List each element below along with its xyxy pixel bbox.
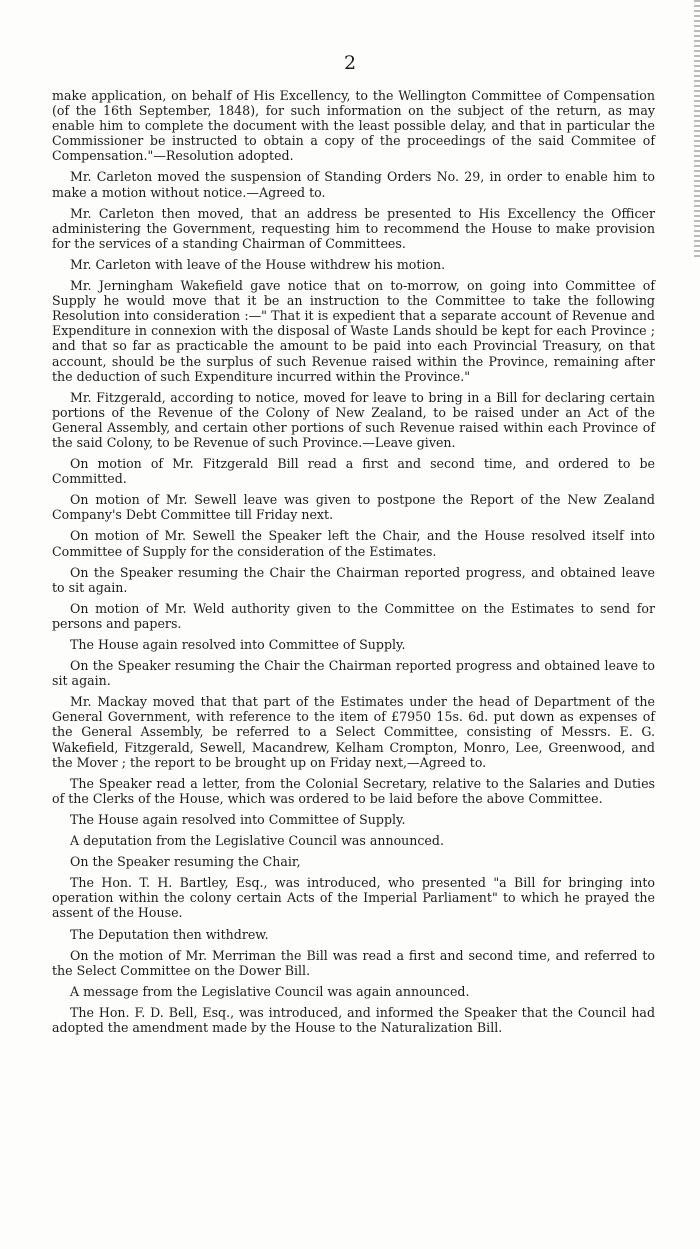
paragraph: On motion of Mr. Sewell the Speaker left the Chair, and the House resolved itself into Committee of Supply for the consideration of the Estimates. — [52, 528, 655, 559]
paragraph: The House again resolved into Committee of Supply. — [70, 637, 406, 652]
scan-edge-artifact — [694, 0, 700, 260]
paragraph: Mr. Mackay moved that that part of the Estimates under the head of Department of the General Government, with reference to the item of £7950 15s. 6d. put down as expenses of the General Assembly, be referred to a Select Committee, consisting of Messrs. E. G. Wakefield, Fitzgerald, Sewell, Macandrew, Kelham Crompton, Monro, Lee, Greenwood, and the Mover ; the report to be brought up on Friday next,—Agreed to. — [52, 694, 655, 770]
paragraph: On motion of Mr. Fitzgerald Bill read a first and second time, and ordered to be Committed. — [52, 456, 655, 487]
body-text — [52, 88, 655, 1041]
paragraph: Mr. Fitzgerald, according to notice, moved for leave to bring in a Bill for declaring certain portions of the Revenue of the Colony of New Zealand, to be raised under an Act of the General Assembly, and certain other portions of such Revenue raised within each Province of the said Colony, to be Revenue of such Province.—Leave given. — [52, 389, 655, 450]
paragraph: Mr. Carleton moved the suspension of Standing Orders No. 29, in order to enable him to make a motion without notice.—Agreed to. — [52, 169, 655, 200]
paragraph: The House again resolved into Committee of Supply. — [70, 811, 406, 827]
paragraph: On the Speaker resuming the Chair the Chairman reported progress, and obtained leave to sit again. — [52, 564, 655, 595]
paragraph: The Hon. T. H. Bartley, Esq., was introduced, who presented "a Bill for bringing into operation within the colony certain Acts of the Imperial Parliament" to which he prayed the assent of the House. — [52, 875, 655, 921]
paragraph: make application, on behalf of His Excellency, to the Wellington Committee of Compensation (of the 16th September, 1848), for such information on the subject of the return, as may enable him to complete the document with the least possible delay, and that in particular the Commissioner be instructed to obtain a copy of the proceedings of the said Commitee of Compensation."—Resolution adopted. — [52, 88, 655, 164]
paragraph: A message from the Legislative Council was again announced. — [70, 983, 470, 999]
paragraph: On the motion of Mr. Merriman the Bill was read a first and second time, and referred to the Select Committee on the Dower Bill. — [52, 947, 655, 978]
paragraph: On motion of Mr. Weld authority given to the Committee on the Estimates to send for persons and papers. — [52, 600, 655, 631]
paragraph: The Speaker read a letter, from the Colonial Secretary, relative to the Salaries and Duties of the Clerks of the House, which was ordered to be laid before the above Committee. — [52, 775, 655, 806]
paragraph: The Deputation then withdrew. — [70, 926, 269, 942]
paragraph: Mr. Jerningham Wakefield gave notice that on to-morrow, on going into Committee of Supply he would move that it be an instruction to the Committee to take the following Resolution into consideration :—" That it is expedient that a separate account of Revenue and Expenditure in connexion with the disposal of Waste Lands should be kept for each Province ; and that so far as practicable the amount to be paid into each Provincial Treasury, on that account, should be the surplus of such Revenue raised within the Province, remaining after the deduction of such Expenditure incurred within the Province." — [52, 278, 655, 384]
paragraph: A deputation from the Legislative Council was announced. — [70, 833, 444, 849]
paragraph: The Hon. F. D. Bell, Esq., was introduced, and informed the Speaker that the Council had adopted the amendment made by the House to the Naturalization Bill. — [52, 1004, 655, 1035]
page-number: 2 — [343, 52, 357, 74]
paragraph: Mr. Carleton with leave of the House withdrew his motion. — [70, 256, 446, 272]
paragraph: On the Speaker resuming the Chair, — [70, 854, 301, 870]
paragraph: Mr. Carleton then moved, that an address be presented to His Excellency the Officer administering the Government, requesting him to recommend the House to make provision for the services of a standing Chairman of Committees. — [52, 205, 655, 251]
paragraph: On motion of Mr. Sewell leave was given to postpone the Report of the New Zealand Company's Debt Committee till Friday next. — [52, 492, 655, 523]
paragraph: On the Speaker resuming the Chair the Chairman reported progress and obtained leave to sit again. — [52, 658, 655, 689]
